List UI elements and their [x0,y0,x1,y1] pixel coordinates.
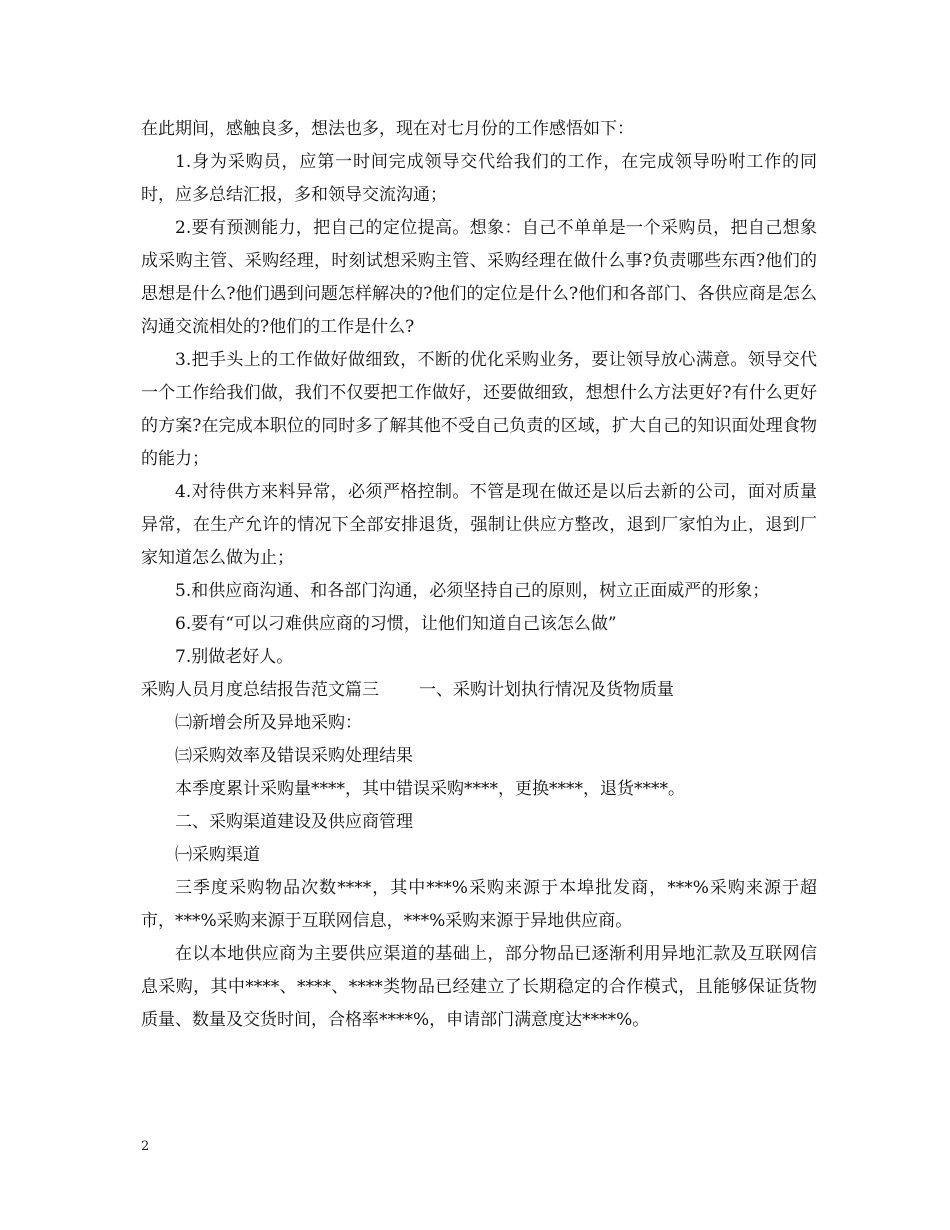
paragraph-item-1: 1.身为采购员，应第一时间完成领导交代给我们的工作，在完成领导吩咐工作的同时，应多总结汇报，多和领导交流沟通； [141,152,817,205]
page-number: 2 [141,1139,150,1154]
paragraph-efficiency: ㈢采购效率及错误采购处理结果 [175,746,413,766]
paragraph-quarter-volume: 本季度累计采购量****，其中错误采购****，更换****，退货****。 [175,779,685,799]
paragraph-item-5: 5.和供应商沟通、和各部门沟通，必须坚持自己的原则，树立正面威严的形象； [175,581,770,601]
paragraph-supplier-base: 在以本地供应商为主要供应渠道的基础上，部分物品已逐渐利用异地汇款及互联网信息采购，其中****、****、****类物品已经建立了长期稳定的合作模式，且能够保证货物质量、数量及交货时间，合格率****%，申请部门满意度达****%。 [141,944,817,1030]
paragraph-channel-subheading: ㈠采购渠道 [175,845,260,865]
section-heading-subtitle: 一、采购计划执行情况及货物质量 [419,680,674,700]
paragraph-item-4: 4.对待供方来料异常，必须严格控制。不管是现在做还是以后去新的公司，面对质量异常，在生产允许的情况下全部安排退货，强制让供应方整改，退到厂家怕为止，退到厂家知道怎么做为止； [141,482,817,568]
document-body [141,113,817,1037]
paragraph-item-3: 3.把手头上的工作做好做细致，不断的优化采购业务，要让领导放心满意。领导交代一个工作给我们做，我们不仅要把工作做好，还要做细致，想想什么方法更好?有什么更好的方案?在完成本职位的同时多了解其他不受自己负责的区域，扩大自己的知识面处理食物的能力； [141,350,817,469]
paragraph-channel-sources: 三季度采购物品次数****，其中***%采购来源于本埠批发商，***%采购来源于超市，***%采购来源于互联网信息，***%采购来源于异地供应商。 [141,878,817,931]
paragraph-channel-heading: 二、采购渠道建设及供应商管理 [175,812,413,832]
paragraph-item-6: 6.要有“可以刁难供应商的习惯，让他们知道自己该怎么做” [175,614,617,634]
section-heading-title: 采购人员月度总结报告范文篇三 [141,680,379,700]
paragraph-item-7: 7.别做老好人。 [175,647,294,667]
paragraph-new-venues: ㈡新增会所及异地采购： [175,713,362,733]
paragraph-intro: 在此期间，感触良多，想法也多，现在对七月份的工作感悟如下： [141,119,634,139]
section-heading [141,674,817,707]
paragraph-item-2: 2.要有预测能力，把自己的定位提高。想象：自己不单单是一个采购员，把自己想象成采购主管、采购经理，时刻试想采购主管、采购经理在做什么事?负责哪些东西?他们的思想是什么?他们遇到问题怎样解决的?他们的定位是什么?他们和各部门、各供应商是怎么沟通交流相处的?他们的工作是什么? [141,218,817,337]
